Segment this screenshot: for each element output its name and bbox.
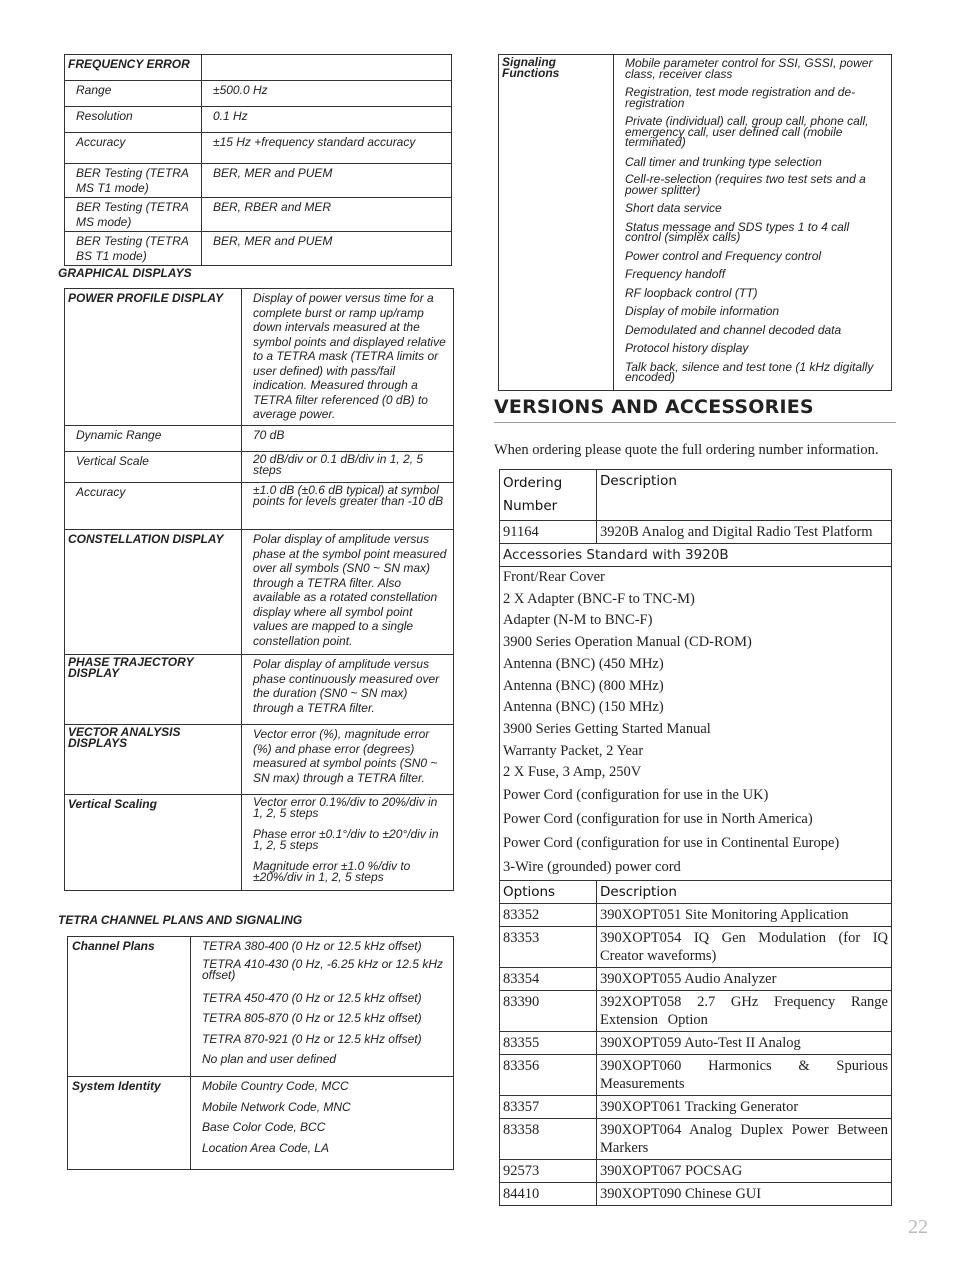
vertical-scale-value: 20 dB/div or 0.1 dB/div in 1, 2, 5 steps [242, 452, 454, 483]
accessory-item: 3900 Series Getting Started Manual [503, 720, 711, 737]
accessory-item: 3-Wire (grounded) power cord [503, 859, 681, 876]
accessory-item: Power Cord (configuration for use in the UK) [503, 787, 769, 804]
signaling-item: Status message and SDS types 1 to 4 call control (simplex calls) [625, 219, 850, 244]
option-number: 83353 [500, 927, 597, 968]
channel-plan-item: TETRA 805-870 (0 Hz or 12.5 kHz offset) [202, 1011, 422, 1025]
system-identity-item: Location Area Code, LA [202, 1140, 329, 1155]
option-description: 390XOPT064 Analog Duplex Power Between Markers [597, 1119, 892, 1160]
option-description: 390XOPT055 Audio Analyzer [597, 968, 892, 991]
channel-plans-title: TETRA CHANNEL PLANS AND SIGNALING [58, 913, 303, 927]
option-description: 390XOPT067 POCSAG [597, 1160, 892, 1183]
graphical-displays-table [64, 288, 454, 891]
option-number: 83355 [500, 1032, 597, 1055]
channel-plans-label: Channel Plans [68, 937, 191, 1077]
ber-ms-label: BER Testing (TETRA MS mode) [65, 198, 202, 232]
option-description: 390XOPT090 Chinese GUI [597, 1183, 892, 1206]
vertical-scale-label: Vertical Scale [65, 452, 242, 483]
channel-plan-item: TETRA 870-921 (0 Hz or 12.5 kHz offset) [202, 1031, 422, 1046]
accessory-item: Adapter (N-M to BNC-F) [503, 612, 653, 629]
channel-plans-table [67, 936, 454, 1170]
option-number: 83390 [500, 991, 597, 1032]
power-profile-label: POWER PROFILE DISPLAY [65, 289, 242, 426]
option-description: 390XOPT060 Harmonics & Spurious Measurements [597, 1055, 892, 1096]
frequency-error-title: FREQUENCY ERROR [65, 55, 202, 81]
main-ordering-number: 91164 [500, 521, 597, 544]
ber-ms-value: BER, RBER and MER [202, 198, 452, 232]
channel-plan-item: TETRA 450-470 (0 Hz or 12.5 kHz offset) [202, 990, 422, 1005]
accessories-title: Accessories Standard with 3920B [500, 544, 892, 567]
vector-analysis-label: VECTOR ANALYSIS DISPLAYS [65, 725, 242, 795]
signaling-item: Protocol history display [625, 341, 749, 355]
accessory-item: Antenna (BNC) (450 MHz) [503, 655, 664, 672]
system-identity-item: Base Color Code, BCC [202, 1120, 326, 1134]
accessory-item: Power Cord (configuration for use in North America) [503, 811, 813, 828]
signaling-item: Demodulated and channel decoded data [625, 322, 842, 337]
channel-plan-item: TETRA 410-430 (0 Hz, -6.25 kHz or 12.5 kHz offset) [202, 956, 443, 982]
ber-ms-t1-value: BER, MER and PUEM [202, 164, 452, 198]
accessory-item: Front/Rear Cover [503, 569, 605, 585]
display-accuracy-value: ±1.0 dB (±0.6 dB typical) at symbol points for levels greater than -10 dB [242, 483, 454, 530]
signaling-item: Power control and Frequency control [625, 248, 822, 263]
channel-plan-item: TETRA 380-400 (0 Hz or 12.5 kHz offset) [202, 939, 422, 953]
signaling-item: Short data service [625, 201, 722, 215]
power-profile-value: Display of power versus time for a complete burst or ramp up/ramp down intervals measured at the symbol points and displayed relative to a TETRA mask (TETRA limits or user defined) with pass/fail indication. Measured through a TETRA filter referenced (0 dB) to average power. [242, 289, 454, 426]
accessory-item: 2 X Adapter (BNC-F to TNC-M) [503, 590, 695, 607]
accuracy-value: ±15 Hz +frequency standard accuracy [202, 133, 452, 164]
signaling-item: Frequency handoff [625, 267, 726, 281]
signaling-item: Display of mobile information [625, 304, 780, 318]
signaling-item: Mobile parameter control for SSI, GSSI, power class, receiver class [625, 56, 873, 81]
system-identity-item: Mobile Network Code, MNC [202, 1099, 351, 1114]
options-header: Options [500, 881, 597, 904]
option-number: 84410 [500, 1183, 597, 1206]
option-description: 390XOPT051 Site Monitoring Application [597, 904, 892, 927]
options-description-header: Description [597, 881, 892, 904]
description-header: Description [597, 470, 892, 521]
option-number: 83356 [500, 1055, 597, 1096]
accuracy-label: Accuracy [65, 133, 202, 164]
option-description: 390XOPT054 IQ Gen Modulation (for IQ Creator waveforms) [597, 927, 892, 968]
dynamic-range-value: 70 dB [242, 426, 454, 452]
accessory-item: Antenna (BNC) (800 MHz) [503, 677, 664, 694]
accessory-item: Warranty Packet, 2 Year [503, 742, 644, 759]
option-number: 83358 [500, 1119, 597, 1160]
resolution-value: 0.1 Hz [202, 107, 452, 133]
accessory-item: Antenna (BNC) (150 MHz) [503, 699, 664, 716]
magnitude-error-scaling: Magnitude error ±1.0 %/div to ±20%/div in 1, 2, 5 steps [253, 859, 411, 884]
constellation-value: Polar display of amplitude versus phase at the symbol point measured over all symbols (SN0 ~ SN max) through a TETRA filter. Also available as a rotated constellation display where all symbol point values are mapped to a single constellation point. [242, 530, 454, 655]
ordering-table [499, 469, 892, 1206]
signaling-table [498, 54, 892, 391]
page-number: 22 [908, 1216, 928, 1238]
phase-trajectory-value: Polar display of amplitude versus phase continuously measured over the duration (SN0 ~ SN max) through a TETRA filter. [242, 655, 454, 725]
vector-analysis-value: Vector error (%), magnitude error (%) and phase error (degrees) measured at symbol points (SN0 ~ SN max) through a TETRA filter. [242, 725, 454, 795]
versions-heading: VERSIONS AND ACCESSORIES [494, 396, 896, 423]
ber-bs-t1-value: BER, MER and PUEM [202, 232, 452, 266]
phase-error-scaling: Phase error ±0.1°/div to ±20°/div in 1, 2, 5 steps [253, 827, 439, 852]
signaling-item: Talk back, silence and test tone (1 kHz digitally encoded) [625, 359, 874, 384]
ber-ms-t1-label: BER Testing (TETRA MS T1 mode) [65, 164, 202, 198]
system-identity-item: Mobile Country Code, MCC [202, 1079, 349, 1093]
vertical-scaling-label: Vertical Scaling [65, 795, 242, 891]
display-accuracy-label: Accuracy [65, 483, 242, 530]
signaling-label: Signaling Functions [499, 55, 614, 391]
system-identity-label: System Identity [68, 1077, 191, 1170]
option-number: 83354 [500, 968, 597, 991]
signaling-item: Private (individual) call, group call, phone call, emergency call, user defined call (mobile terminated) [625, 114, 869, 149]
signaling-item: Cell-re-selection (requires two test sets and a power splitter) [625, 172, 866, 197]
signaling-item: Call timer and trunking type selection [625, 154, 822, 169]
range-value: ±500.0 Hz [202, 81, 452, 107]
vector-error-scaling: Vector error 0.1%/div to 20%/div in 1, 2, 5 steps [253, 795, 438, 820]
graphical-displays-title: GRAPHICAL DISPLAYS [58, 266, 192, 280]
ordering-number-header: Ordering Number [500, 470, 597, 521]
frequency-error-table [64, 54, 452, 266]
option-number: 83357 [500, 1096, 597, 1119]
accessory-item: 3900 Series Operation Manual (CD-ROM) [503, 634, 752, 651]
option-description: 390XOPT059 Auto-Test II Analog [597, 1032, 892, 1055]
channel-plan-item: No plan and user defined [202, 1052, 337, 1066]
option-description: 392XOPT058 2.7 GHz Frequency Range Extension Option [597, 991, 892, 1032]
main-description: 3920B Analog and Digital Radio Test Platform [597, 521, 892, 544]
option-number: 92573 [500, 1160, 597, 1183]
accessory-item: 2 X Fuse, 3 Amp, 250V [503, 764, 642, 781]
constellation-label: CONSTELLATION DISPLAY [65, 530, 242, 655]
accessory-item: Power Cord (configuration for use in Continental Europe) [503, 835, 840, 852]
phase-trajectory-label: PHASE TRAJECTORY DISPLAY [65, 655, 242, 725]
signaling-item: RF loopback control (TT) [625, 285, 758, 300]
resolution-label: Resolution [65, 107, 202, 133]
ber-bs-t1-label: BER Testing (TETRA BS T1 mode) [65, 232, 202, 266]
dynamic-range-label: Dynamic Range [65, 426, 242, 452]
ordering-intro: When ordering please quote the full ordering number information. [494, 442, 879, 458]
range-label: Range [65, 81, 202, 107]
signaling-item: Registration, test mode registration and de-registration [625, 85, 856, 110]
accessories-list [500, 567, 892, 881]
option-number: 83352 [500, 904, 597, 927]
option-description: 390XOPT061 Tracking Generator [597, 1096, 892, 1119]
